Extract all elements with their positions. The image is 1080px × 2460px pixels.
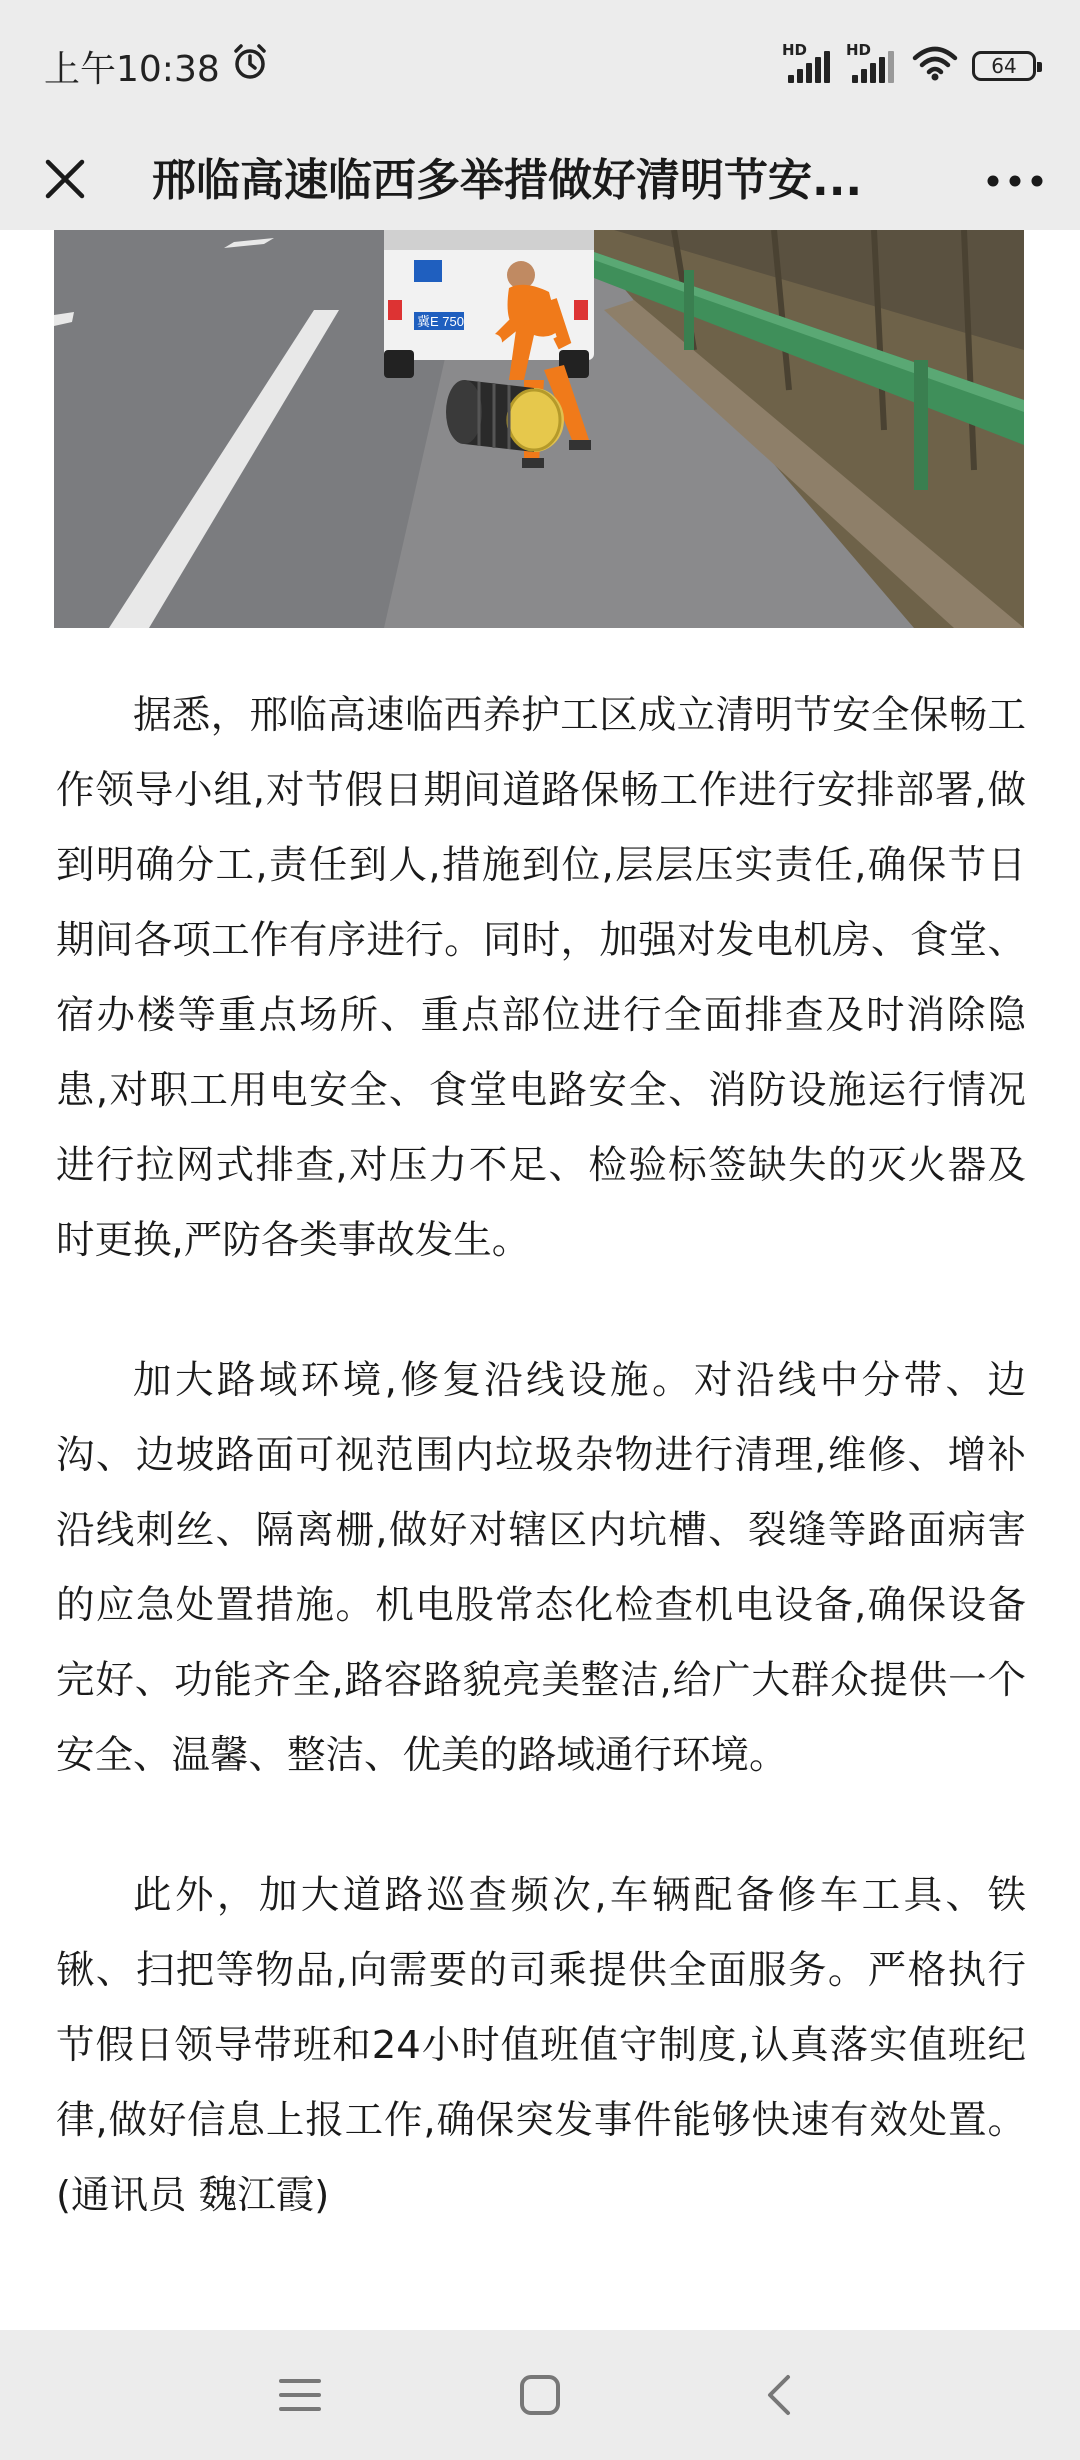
back-button[interactable] [745,2360,815,2430]
page-title: 邢临高速临西多举措做好清明节安... [152,155,863,206]
close-icon [43,157,87,201]
signal-1-label: HD [782,41,808,59]
back-icon [760,2373,800,2417]
article-paragraph-1: 据悉，邢临高速临西养护工区成立清明节安全保畅工作领导小组,对节假日期间道路保畅工作进行安排部署,做到明确分工,责任到人,措施到位,层层压实责任,确保节日期间各项工作有序进行。同时，加强对发电机房、食堂、宿办楼等重点场所、重点部位进行全面排查及时消除隐患,对职工用电安全、食堂电路安全、消防设施运行情况进行拉网式排查,对压力不足、检验标签缺失的灭火器及时更换,严防各类事故发生。 [56,693,1026,1263]
status-time: 上午10:38 [44,48,220,90]
status-bar [0,0,1080,132]
license-plate: 冀E 750 [417,314,464,329]
signal-1-icon [782,41,834,83]
menu-icon [278,2375,322,2415]
wifi-icon [912,46,958,86]
article-paragraph-2: 加大路域环境,修复沿线设施。对沿线中分带、边沟、边坡路面可视范围内垃圾杂物进行清理,维修、增补沿线刺丝、隔离栅,做好对辖区内坑槽、裂缝等路面病害的应急处置措施。机电股常态化检查机电设备,确保设备完好、功能齐全,路容路貌亮美整洁,给广大群众提供一个安全、温馨、整洁、优美的路域通行环境。 [56,1358,1026,1778]
title-bar [0,132,1080,230]
status-right [782,41,1036,86]
home-icon [518,2373,562,2417]
home-button[interactable] [505,2360,575,2430]
battery-level: 64 [991,54,1017,78]
road-worker-image [54,230,1024,628]
alarm-icon [230,42,270,91]
navigation-bar [0,2330,1080,2460]
signal-2-icon [846,41,898,83]
more-icon [987,174,1043,188]
article-paragraph-3: 此外，加大道路巡查频次,车辆配备修车工具、铁锹、扫把等物品,向需要的司乘提供全面服务。严格执行节假日领导带班和24小时值班值守制度,认真落实值班纪律,做好信息上报工作,确保突发事件能够快速有效处置。(通讯员 魏江霞) [56,1873,1026,2218]
battery-indicator [972,51,1036,81]
article-photo [54,230,1024,628]
close-button[interactable] [30,144,100,214]
article-body [56,678,1026,2233]
more-button[interactable] [980,146,1050,216]
signal-2-label: HD [846,41,872,59]
status-left [44,41,270,92]
menu-button[interactable] [265,2360,335,2430]
